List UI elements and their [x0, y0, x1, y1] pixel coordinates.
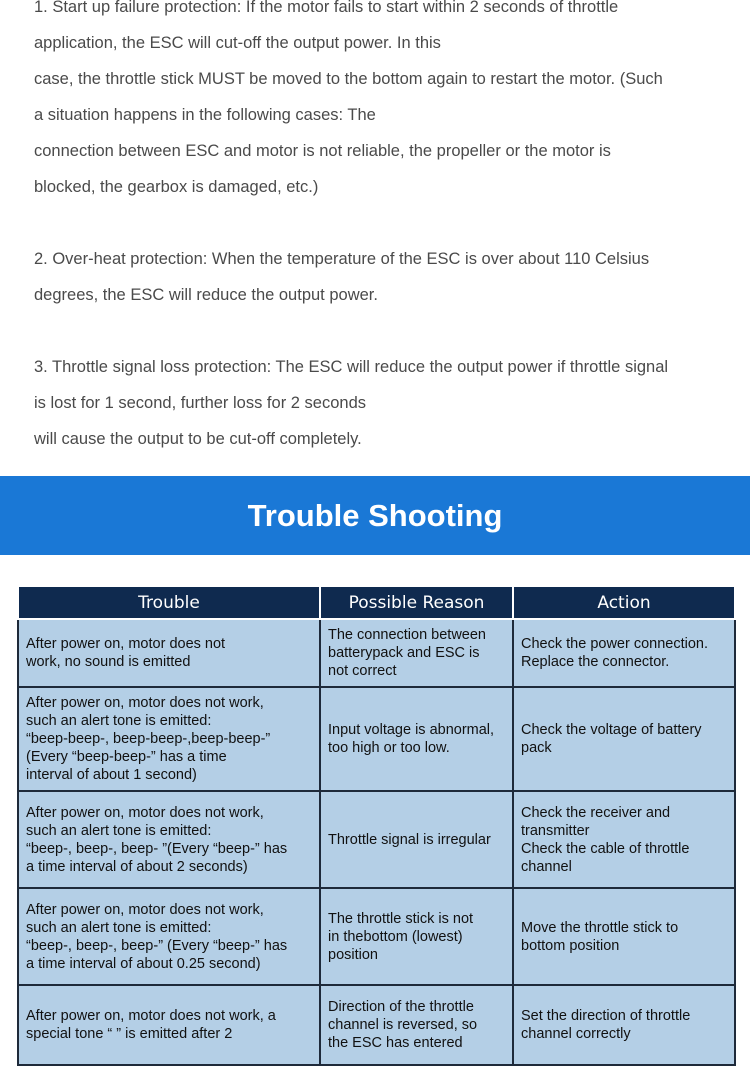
troubleshooting-table-wrapper: [17, 585, 734, 1051]
action-cell: [513, 791, 735, 888]
trouble-text: After power on, motor does not work, no sound is emitted: [26, 636, 226, 670]
reason-cell: [320, 791, 513, 888]
section-title: Trouble Shooting: [247, 497, 503, 533]
table-row: [18, 791, 735, 888]
intro-line: case, the throttle stick MUST be moved to the bottom again to restart the motor. (Such: [34, 70, 663, 88]
intro-line: degrees, the ESC will reduce the output power.: [34, 286, 378, 304]
action-text: Set the direction of throttle channel correctly: [521, 1008, 691, 1042]
intro-line: a situation happens in the following cases: The: [34, 106, 376, 124]
intro-line: blocked, the gearbox is damaged, etc.): [34, 178, 319, 196]
reason-cell: [320, 687, 513, 791]
troubleshooting-table: [17, 585, 736, 1066]
reason-text: Input voltage is abnormal, too high or too low.: [328, 722, 495, 756]
trouble-cell: [18, 791, 320, 888]
table-row: [18, 619, 735, 687]
action-text: Move the throttle stick to bottom position: [521, 919, 679, 954]
trouble-text: After power on, motor does not work, such an alert tone is emitted: “beep-, beep-, beep-” (Every “beep-” has a time interval of about 0.25 second): [26, 901, 288, 972]
action-cell: [513, 985, 735, 1065]
action-cell: [513, 619, 735, 687]
header-trouble: Trouble: [18, 586, 320, 619]
reason-cell: [320, 888, 513, 985]
trouble-text: After power on, motor does not work, a special tone “ ” is emitted after 2: [26, 1008, 276, 1042]
trouble-text: After power on, motor does not work, such an alert tone is emitted: “beep-beep-, beep-beep-,beep-beep-” (Every “beep-beep-” has a time interval of about 1 second): [26, 695, 271, 783]
trouble-text: After power on, motor does not work, such an alert tone is emitted: “beep-, beep-, beep- ”(Every “beep-” has a time interval of about 2 seconds): [26, 804, 288, 875]
table-row: [18, 985, 735, 1065]
action-cell: [513, 888, 735, 985]
intro-line: 1. Start up failure protection: If the motor fails to start within 2 seconds of throttle: [34, 0, 619, 16]
section-banner: [0, 476, 750, 555]
action-cell: [513, 687, 735, 791]
protection-section: [0, 0, 750, 476]
reason-cell: [320, 985, 513, 1065]
header-possible-reason: Possible Reason: [320, 586, 513, 619]
trouble-cell: [18, 888, 320, 985]
reason-text: The throttle stick is not in thebottom (lowest) position: [328, 910, 474, 963]
action-text: Check the power connection. Replace the connector.: [521, 636, 708, 670]
action-text: Check the voltage of battery pack: [521, 722, 702, 756]
reason-cell: [320, 619, 513, 687]
reason-text: Direction of the throttle channel is reversed, so the ESC has entered: [328, 999, 478, 1051]
reason-text: Throttle signal is irregular: [328, 831, 491, 848]
action-text: Check the receiver and transmitter Check the cable of throttle channel: [521, 804, 690, 875]
trouble-cell: [18, 687, 320, 791]
intro-line: will cause the output to be cut-off completely.: [34, 430, 362, 448]
table-header-row: [18, 586, 735, 619]
intro-line: 3. Throttle signal loss protection: The ESC will reduce the output power if throttle signal: [34, 358, 669, 376]
header-action: Action: [513, 586, 735, 619]
table-row: [18, 687, 735, 791]
trouble-cell: [18, 985, 320, 1065]
reason-text: The connection between batterypack and ESC is not correct: [328, 627, 486, 679]
intro-line: 2. Over-heat protection: When the temperature of the ESC is over about 110 Celsius: [34, 250, 650, 268]
trouble-cell: [18, 619, 320, 687]
intro-line: is lost for 1 second, further loss for 2 seconds: [34, 394, 366, 412]
table-row: [18, 888, 735, 985]
intro-line: connection between ESC and motor is not reliable, the propeller or the motor is: [34, 142, 611, 160]
intro-line: application, the ESC will cut-off the output power. In this: [34, 34, 441, 52]
